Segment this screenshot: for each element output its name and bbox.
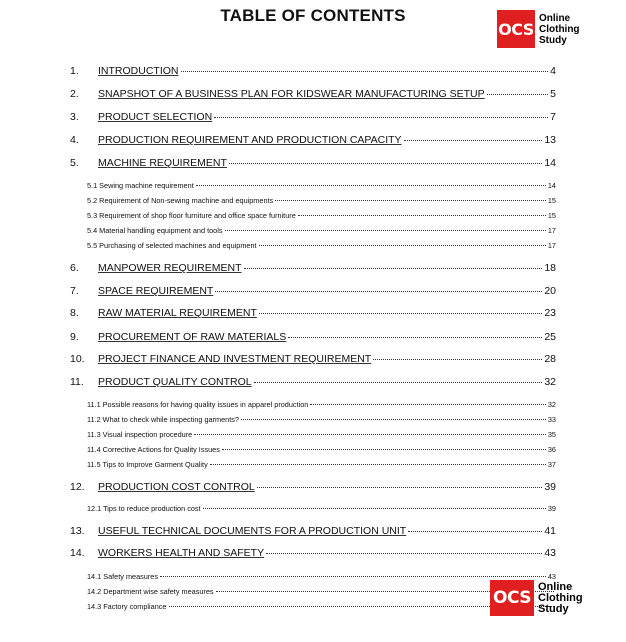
- page-title: TABLE OF CONTENTS: [220, 6, 406, 25]
- ocs-logo-text: Online Clothing Study: [539, 12, 580, 46]
- toc-entry[interactable]: 11. PRODUCT QUALITY CONTROL 32: [70, 376, 556, 388]
- toc-entry[interactable]: 1. INTRODUCTION 4: [70, 65, 556, 77]
- toc-subentry[interactable]: 12.1 Tips to reduce production cost 39: [87, 504, 556, 513]
- toc-entry[interactable]: 3. PRODUCT SELECTION 7: [70, 111, 556, 123]
- ocs-logo-mark: OCS: [497, 10, 535, 48]
- toc-subentry[interactable]: 5.1 Sewing machine requirement 14: [87, 181, 556, 190]
- toc-entry[interactable]: 14. WORKERS HEALTH AND SAFETY 43: [70, 547, 556, 559]
- toc-entry[interactable]: 10. PROJECT FINANCE AND INVESTMENT REQUIREMENT 28: [70, 353, 556, 365]
- ocs-logo-top: [497, 10, 580, 48]
- toc-subentry[interactable]: 11.1 Possible reasons for having quality issues in apparel production 32: [87, 400, 556, 409]
- toc-entry[interactable]: 2. SNAPSHOT OF A BUSINESS PLAN FOR KIDSWEAR MANUFACTURING SETUP 5: [70, 88, 556, 100]
- ocs-logo-mark: OCS: [490, 580, 534, 616]
- toc-entry[interactable]: 8. RAW MATERIAL REQUIREMENT 23: [70, 307, 556, 319]
- toc-subentry[interactable]: 5.2 Requirement of Non-sewing machine and equipments 15: [87, 196, 556, 205]
- toc-subentry[interactable]: 14.3 Factory compliance: [87, 602, 556, 611]
- toc-subentry[interactable]: 5.5 Purchasing of selected machines and equipment 17: [87, 241, 556, 250]
- toc-entry[interactable]: 6. MANPOWER REQUIREMENT 18: [70, 262, 556, 274]
- toc-entry[interactable]: 9. PROCUREMENT OF RAW MATERIALS 25: [70, 331, 556, 343]
- toc-subentry[interactable]: 11.5 Tips to Improve Garment Quality 37: [87, 460, 556, 469]
- toc-subentry[interactable]: 11.3 Visual inspection procedure 35: [87, 430, 556, 439]
- toc-subentry[interactable]: 14.2 Department wise safety measures: [87, 587, 556, 596]
- toc-entry[interactable]: 7. SPACE REQUIREMENT 20: [70, 285, 556, 297]
- toc-entry[interactable]: 5. MACHINE REQUIREMENT 14: [70, 157, 556, 169]
- toc-subentry[interactable]: 14.1 Safety measures 43: [87, 572, 556, 581]
- toc-subentry[interactable]: 11.2 What to check while inspecting garments? 33: [87, 415, 556, 424]
- toc-subentry[interactable]: 5.4 Material handling equipment and tools 17: [87, 226, 556, 235]
- toc-entry[interactable]: 12. PRODUCTION COST CONTROL 39: [70, 481, 556, 493]
- toc-entry[interactable]: 4. PRODUCTION REQUIREMENT AND PRODUCTION CAPACITY 13: [70, 134, 556, 146]
- ocs-logo-bottom: [490, 580, 583, 616]
- ocs-logo-text: Online Clothing Study: [538, 580, 583, 615]
- toc-subentry[interactable]: 5.3 Requirement of shop floor furniture and office space furniture 15: [87, 211, 556, 220]
- toc-subentry[interactable]: 11.4 Corrective Actions for Quality Issues 36: [87, 445, 556, 454]
- toc-entry[interactable]: 13. USEFUL TECHNICAL DOCUMENTS FOR A PRODUCTION UNIT 41: [70, 525, 556, 537]
